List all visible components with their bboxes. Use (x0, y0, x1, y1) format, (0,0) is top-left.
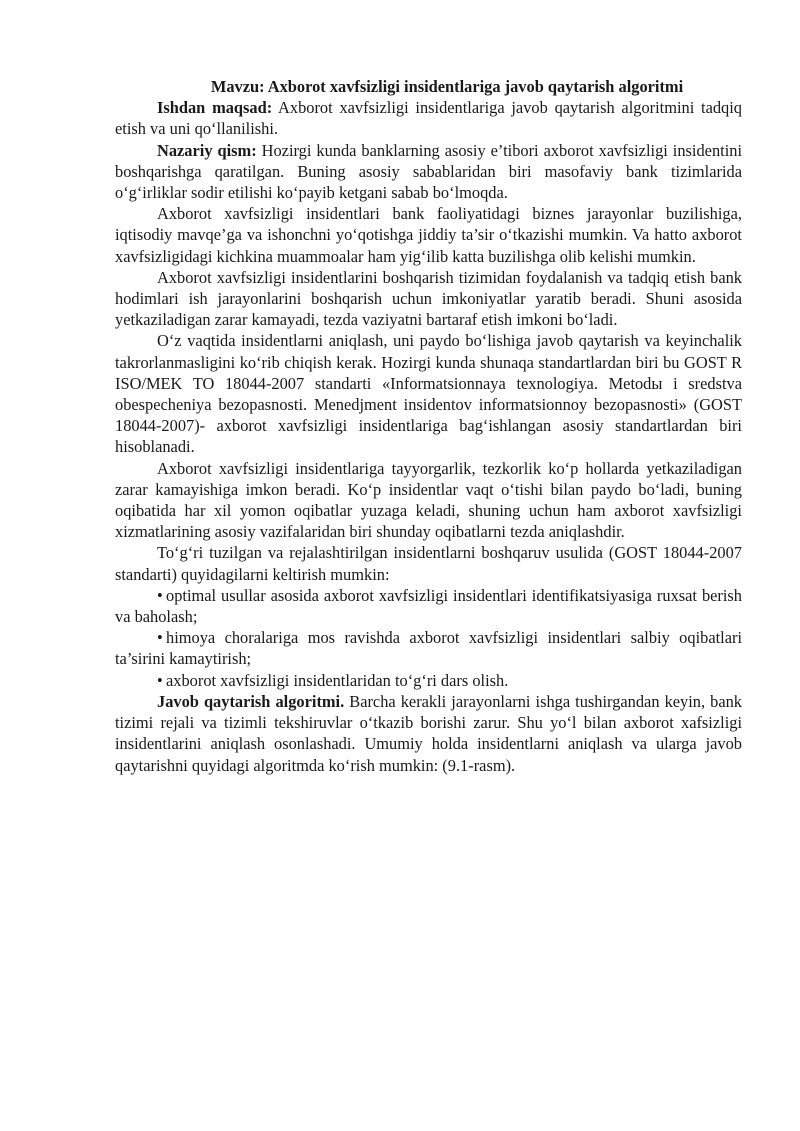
algorithm-label: Javob qaytarish algoritmi. (157, 691, 345, 711)
body-paragraph: Axborot xavfsizligi insidentlariga tayyorgarlik, tezkorlik ko‘p hollarda yetkaziladigan zarar kamayishiga imkon beradi. Ko‘p insidentlar vaqt o‘tishi bilan paydo bo‘ladi, buning oqibatida har xil yomon oqibatlar yuzaga keladi, shuning uchun ham axborot xavfsizligi xizmatlarining asosiy vazifalaridan biri shunday oqibatlarni tezda aniqlashdir. (115, 458, 742, 542)
bullet-text: optimal usullar asosida axborot xavfsizligi insidentlari identifikatsiyasiga ruxsat berish va baholash; (115, 585, 742, 627)
bullet-icon: • (157, 585, 163, 605)
bullet-icon: • (157, 628, 163, 648)
document-page (115, 76, 742, 776)
body-paragraph: Axborot xavfsizligi insidentlarini boshqarish tizimidan foydalanish va tadqiq etish bank hodimlari ish jarayonlarini boshqarish uchun imkoniyatlar yaratib beradi. Shuni asosida yetkaziladigan zarar kamayadi, tezda vaziyatni bartaraf etish imkoni bo‘ladi. (115, 267, 742, 330)
bullet-text: himoya choralariga mos ravishda axborot xavfsizligi insidentlari salbiy oqibatlari ta’sirini kamaytirish; (115, 628, 742, 669)
theory-text: Hozirgi kunda banklarning asosiy e’tibori axborot xavfsizligi insidentini boshqarishga qaratilgan. Buning asosiy sabablaridan biri masofaviy bank tizimlarida o‘g‘irliklar sodir etilishi ko‘payib ketgani sabab bo‘lmoqda. (115, 140, 742, 203)
algorithm-paragraph (115, 691, 742, 776)
bullet-text: axborot xavfsizligi insidentlaridan to‘g‘ri dars olish. (166, 670, 509, 690)
document-title: Mavzu: Axborot xavfsizligi insidentlariga javob qaytarish algoritmi (210, 77, 684, 96)
goal-label: Ishdan maqsad: (157, 98, 273, 118)
body-paragraph: O‘z vaqtida insidentlarni aniqlash, uni paydo bo‘lishiga javob qaytarish va keyinchalik takrorlanmasligini ko‘rib chiqish kerak. Hozirgi kunda shunaqa standartlardan biri bu GOST R ISO/MEK TO 18044-2007 standarti «Informatsionnaya texnologiya. Metodы i sredstva obespecheniya bezopasnosti. Menedjment insidentov informatsionnoy bezopasnosti» (GOST 18044-2007)- axborot xavfsizligi insidentlariga bag‘ishlangan asosiy standartlardan biri hisoblanadi. (115, 331, 742, 457)
body-paragraph: To‘g‘ri tuzilgan va rejalashtirilgan insidentlarni boshqaruv usulida (GOST 18044-2007 standarti) quyidagilarni keltirish mumkin: (115, 543, 742, 584)
theory-paragraph (115, 140, 742, 204)
theory-label: Nazariy qism: (157, 140, 257, 160)
algorithm-text: Barcha kerakli jarayonlarni ishga tushirgandan keyin, bank tizimi rejali va tizimli tekshiruvlar o‘tkazib borishi zarur. Shu yo‘l bilan axborot xafsizligi insidentlarini aniqlash osonlashadi. Umumiy holda insidentlarni aniqlash va ularga javob qaytarishni quyidagi algoritmda ko‘rish mumkin: (9.1-rasm). (115, 691, 742, 775)
goal-paragraph (115, 97, 742, 139)
body-paragraph: Axborot xavfsizligi insidentlari bank faoliyatidagi biznes jarayonlar buzilishiga, iqtisodiy mavqe’ga va ishonchni yo‘qotishga jiddiy ta’sir o‘tkazishi mumkin. Va hatto axborot xavfsizligidagi kichkina muammoalar ham yig‘ilib katta buzilishga olib kelishi mumkin. (115, 204, 742, 266)
bullet-item (115, 670, 742, 691)
goal-text: Axborot xavfsizligi insidentlariga javob qaytarish algoritmini tadqiq etish va uni qo‘llanilishi. (115, 98, 742, 139)
bullet-icon: • (157, 670, 163, 690)
bullet-item (115, 627, 742, 669)
bullet-item (115, 585, 742, 627)
